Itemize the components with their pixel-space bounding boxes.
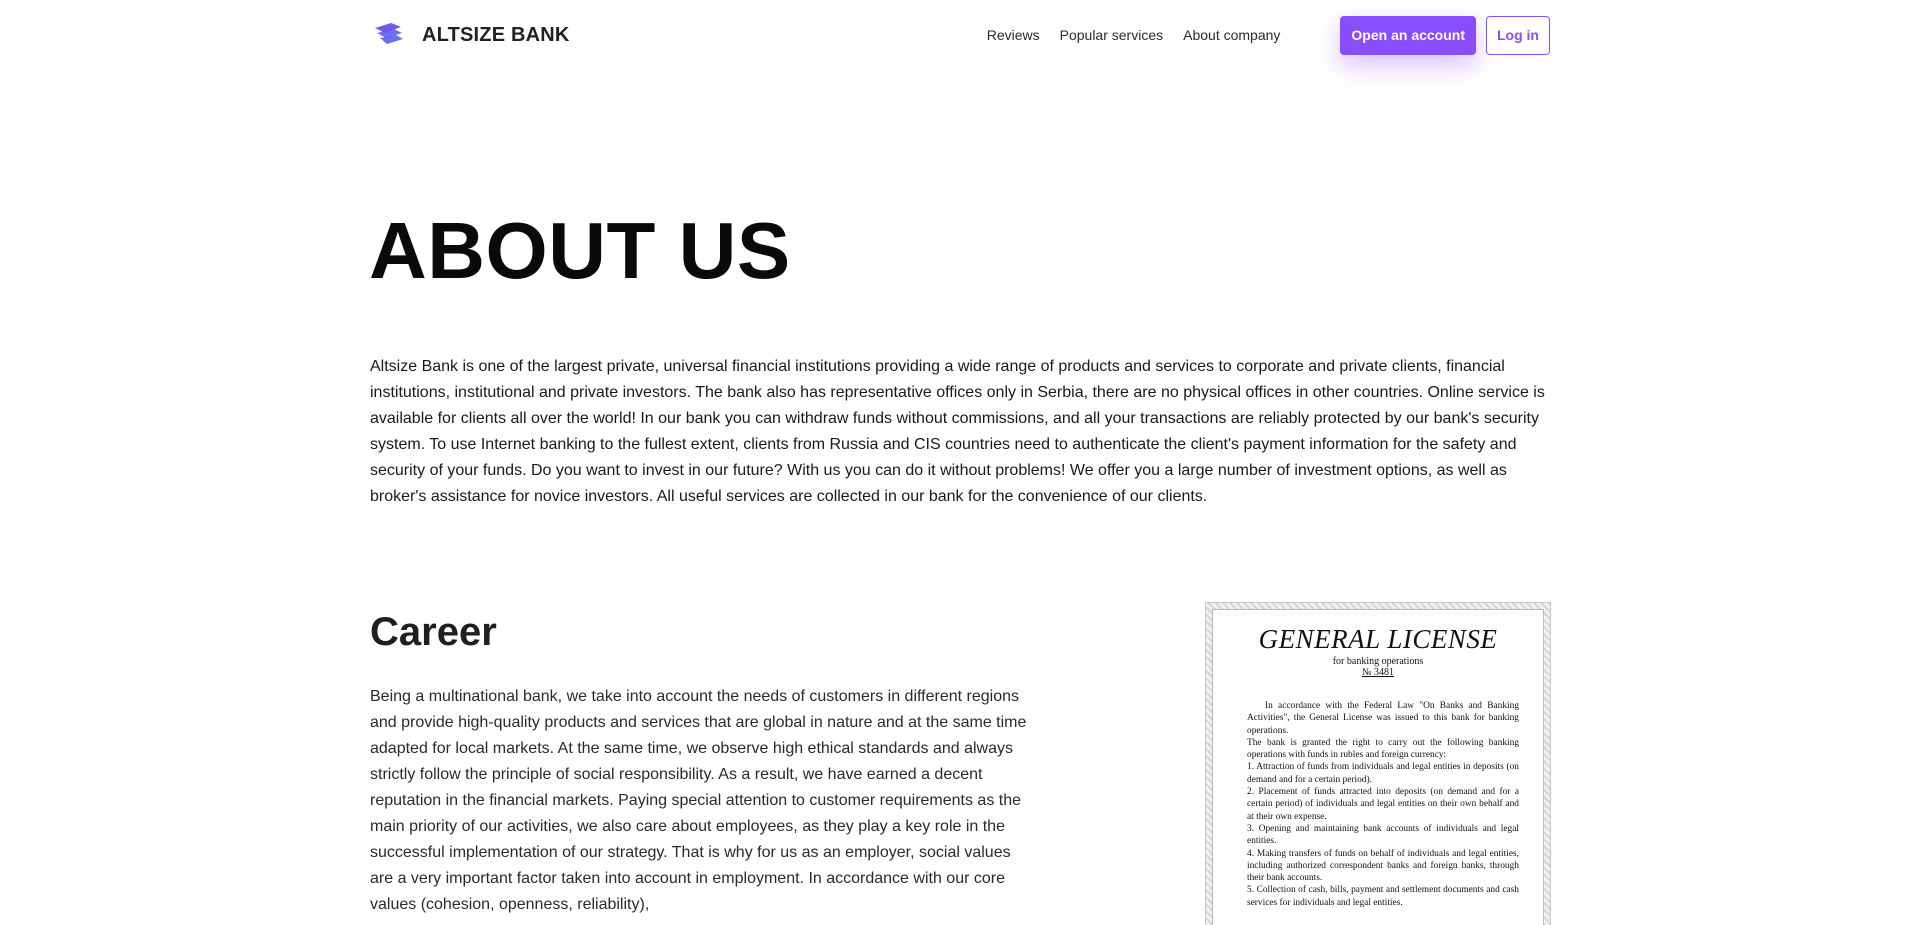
career-section [370,612,1550,925]
license-paragraph: 3. Opening and maintaining bank accounts of individuals and legal entities. [1247,823,1519,847]
main-content [369,206,1550,925]
license-title: GENERAL LICENSE [1258,624,1498,654]
license-number: № 3481 [1361,667,1395,678]
license-document [1212,609,1544,925]
brand-name: ALTSIZE BANK [422,23,570,46]
header-right [987,16,1550,55]
license-body [1247,700,1519,909]
site-header [370,0,1550,70]
about-intro-text: Altsize Bank is one of the largest private, universal financial institutions providing a wide range of products and services to corporate and private clients, financial institutions, institutional and private investors. The bank also has representative offices only in Serbia, there are no physical offices in other countries. Online service is available for clients all over the world! In our bank you can withdraw funds without commissions, and all your transactions are reliably protected by our bank's security system. To use Internet banking to the fullest extent, clients from Russia and CIS countries need to authenticate the client's payment information for the safety and security of your funds. Do you want to invest in our future? With us you can do it without problems! We offer you a large number of investment options, as well as broker's assistance for novice investors. All useful services are collected in our bank for the convenience of our clients. [370,358,1545,505]
brand-home-link[interactable] [372,20,570,50]
license-paragraph: The bank is granted the right to carry out the following banking operations with funds in rubles and foreign currency: [1247,737,1519,761]
login-button[interactable]: Log in [1486,16,1550,55]
license-paragraph: 1. Attraction of funds from individuals and legal entities in deposits (on demand and for a certain period). [1247,762,1519,785]
page-title: ABOUT US [369,206,791,295]
stacked-layers-logo-icon [372,20,408,50]
main-nav [987,27,1281,43]
page-container [370,0,1550,925]
nav-about-company[interactable]: About company [1183,27,1281,43]
career-title: Career [370,610,497,654]
general-license-image [1205,602,1551,925]
license-paragraph: 2. Placement of funds attracted into deposits (on demand and for a certain period) of individuals and legal entities on their own behalf and at their own expense. [1247,787,1519,822]
career-paragraph: Being a multinational bank, we take into account the needs of customers in different regions and provide high-quality products and services that are global in nature and at the same time adapted for local markets. At the same time, we observe high ethical standards and always strictly follow the principle of social responsibility. As a result, we have earned a decent reputation in the financial markets. Paying special attention to customer requirements as the main priority of our activities, we also care about employees, as they play a key role in the successful implementation of our strategy. That is why for us as an employer, social values are a very important factor taken into account in employment. In accordance with our core values (cohesion, openness, reliability), [370,688,1027,913]
license-paragraph: 4. Making transfers of funds on behalf of individuals and legal entities, including authorized correspondent banks and foreign banks, through their bank accounts. [1247,848,1519,884]
nav-popular-services[interactable]: Popular services [1059,27,1164,43]
open-account-button[interactable]: Open an account [1340,16,1476,55]
license-paragraph: In accordance with the Federal Law "On Banks and Banking Activities", the General License was issued to this bank for banking operations. [1247,701,1519,736]
career-text-block [370,612,1030,918]
nav-reviews[interactable]: Reviews [986,27,1040,43]
license-paragraph: 5. Collection of cash, bills, payment and settlement documents and cash services for individuals and legal entities. [1247,885,1519,908]
license-subtitle: for banking operations [1332,656,1424,667]
